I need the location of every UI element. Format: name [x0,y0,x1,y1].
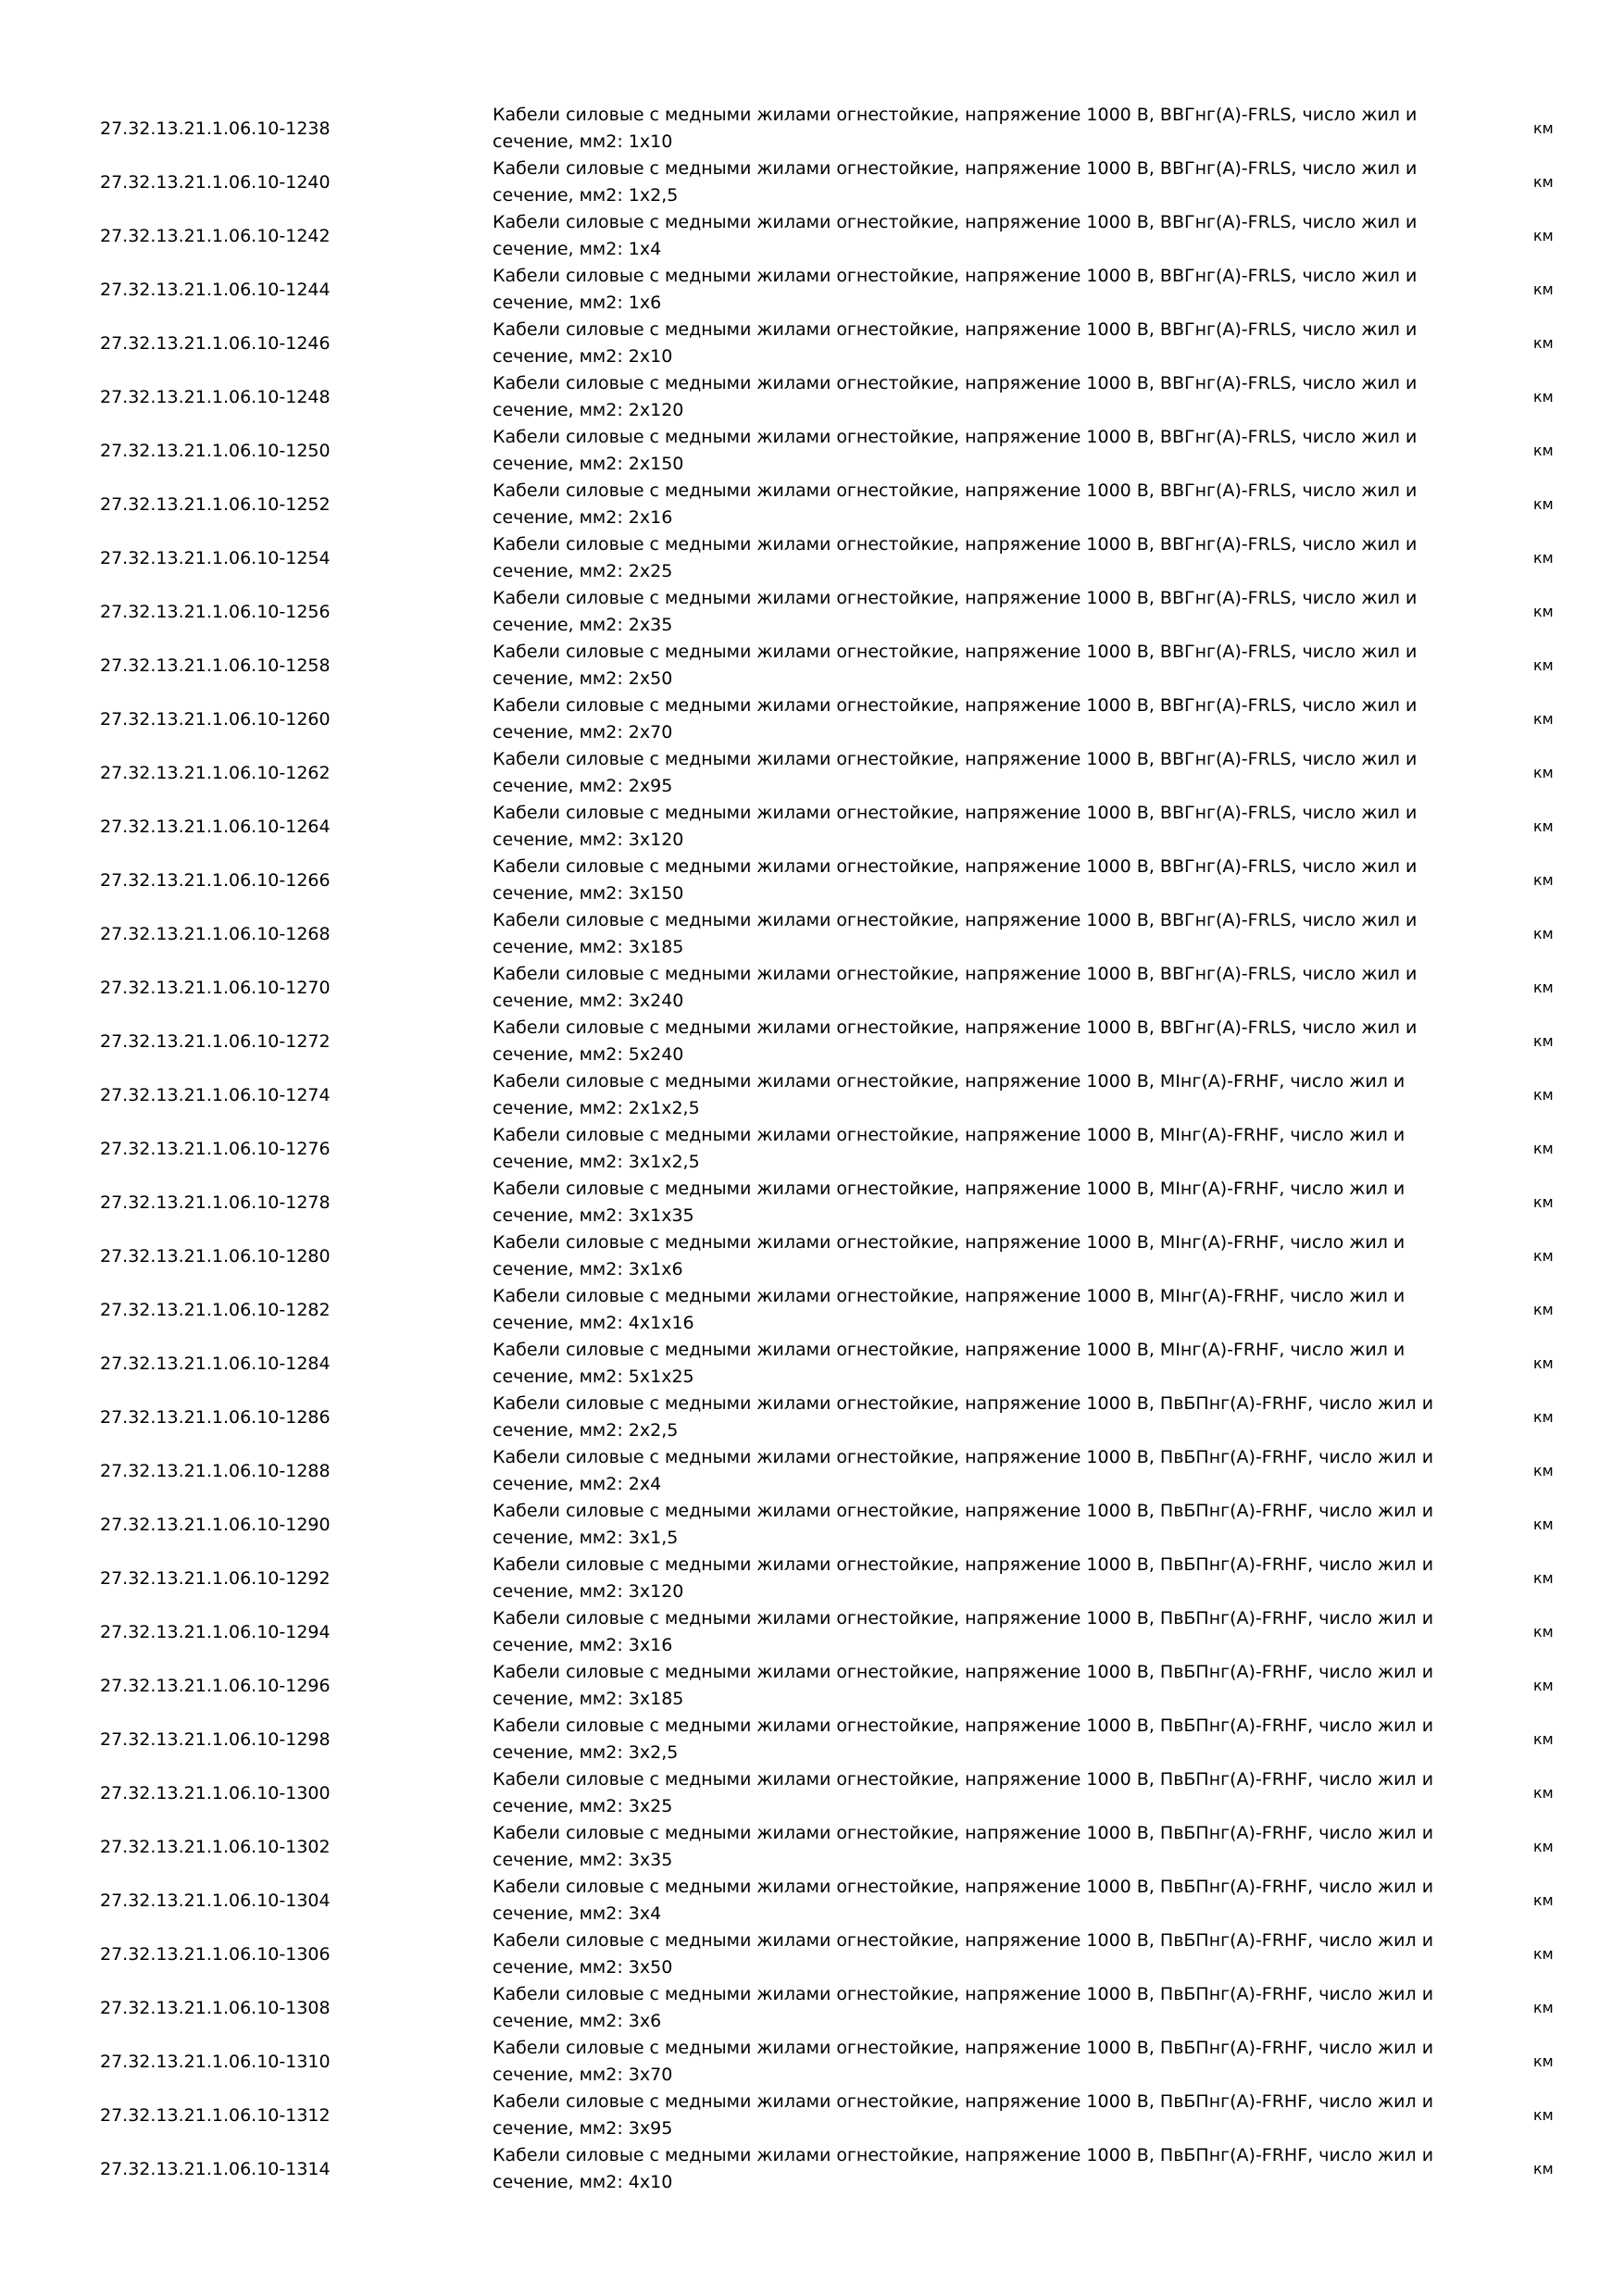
table-row [0,800,1624,854]
resource-description [493,639,1455,693]
measurement-unit: км [1533,764,1554,781]
description-line-2: сечение, мм2: 3x70 [493,2065,673,2085]
resource-description [493,1820,1455,1874]
table-row [0,1874,1624,1928]
table-row [0,1928,1624,1981]
table-row [0,639,1624,693]
resource-description [493,209,1455,263]
description-line-2: сечение, мм2: 3x35 [493,1850,673,1870]
measurement-unit: км [1533,656,1554,674]
description-line-1: Кабели силовые с медными жилами огнестойкие, напряжение 1000 В, МIнг(А)-FRHF, число жил и [493,1286,1405,1306]
table-row [0,1713,1624,1766]
description-line-2: сечение, мм2: 3x50 [493,1957,673,1978]
description-line-2: сечение, мм2: 4x1x16 [493,1313,694,1333]
resource-description [493,531,1455,585]
description-line-1: Кабели силовые с медными жилами огнестойкие, напряжение 1000 В, ПвБПнг(А)-FRHF, число жил и [493,2145,1434,2165]
description-line-2: сечение, мм2: 5x240 [493,1044,684,1065]
measurement-unit: км [1533,227,1554,244]
description-line-1: Кабели силовые с медными жилами огнестойкие, напряжение 1000 В, ПвБПнг(А)-FRHF, число жил и [493,1662,1434,1682]
description-line-1: Кабели силовые с медными жилами огнестойкие, напряжение 1000 В, ВВГнг(А)-FRLS, число жил и [493,373,1418,393]
table-row [0,693,1624,746]
table-row [0,1391,1624,1444]
measurement-unit: км [1533,1032,1554,1050]
description-line-2: сечение, мм2: 2x35 [493,615,673,635]
resource-code: 27.32.13.21.1.06.10-1238 [100,119,331,139]
description-line-1: Кабели силовые с медными жилами огнестойкие, напряжение 1000 В, ПвБПнг(А)-FRHF, число жил и [493,1608,1434,1628]
resource-description [493,1122,1455,1176]
table-row [0,1444,1624,1498]
resource-description [493,156,1455,209]
table-row [0,156,1624,209]
measurement-unit: км [1533,871,1554,889]
measurement-unit: км [1533,388,1554,406]
table-row [0,531,1624,585]
resource-code: 27.32.13.21.1.06.10-1296 [100,1676,331,1696]
resource-code: 27.32.13.21.1.06.10-1310 [100,2052,331,2072]
resource-code: 27.32.13.21.1.06.10-1298 [100,1729,331,1750]
resource-code: 27.32.13.21.1.06.10-1280 [100,1246,331,1267]
resource-description [493,1552,1455,1605]
resource-description [493,1068,1455,1122]
measurement-unit: км [1533,603,1554,620]
resource-code: 27.32.13.21.1.06.10-1244 [100,280,331,300]
resource-description [493,854,1455,907]
description-line-2: сечение, мм2: 1x4 [493,239,662,259]
measurement-unit: км [1533,925,1554,942]
description-line-1: Кабели силовые с медными жилами огнестойкие, напряжение 1000 В, ВВГнг(А)-FRLS, число жил и [493,964,1418,984]
description-line-1: Кабели силовые с медными жилами огнестойкие, напряжение 1000 В, ВВГнг(А)-FRLS, число жил и [493,158,1418,179]
measurement-unit: км [1533,173,1554,191]
price-list-table [0,102,1624,2196]
description-line-1: Кабели силовые с медными жилами огнестойкие, напряжение 1000 В, ПвБПнг(А)-FRHF, число жил и [493,1877,1434,1897]
table-row [0,746,1624,800]
resource-description [493,317,1455,370]
resource-description [493,2089,1455,2142]
measurement-unit: км [1533,2106,1554,2124]
description-line-1: Кабели силовые с медными жилами огнестойкие, напряжение 1000 В, МIнг(А)-FRHF, число жил и [493,1071,1405,1092]
resource-description [493,478,1455,531]
measurement-unit: км [1533,1945,1554,1963]
table-row [0,1068,1624,1122]
description-line-2: сечение, мм2: 3x6 [493,2011,662,2031]
description-line-1: Кабели силовые с медными жилами огнестойкие, напряжение 1000 В, МIнг(А)-FRHF, число жил и [493,1232,1405,1253]
table-row [0,478,1624,531]
description-line-2: сечение, мм2: 3x1x35 [493,1205,694,1226]
description-line-2: сечение, мм2: 3x185 [493,1689,684,1709]
resource-description [493,961,1455,1015]
measurement-unit: км [1533,119,1554,137]
description-line-2: сечение, мм2: 3x1,5 [493,1528,679,1548]
description-line-2: сечение, мм2: 3x1x2,5 [493,1152,700,1172]
resource-description [493,1015,1455,1068]
description-line-2: сечение, мм2: 2x150 [493,454,684,474]
description-line-1: Кабели силовые с медными жилами огнестойкие, напряжение 1000 В, МIнг(А)-FRHF, число жил и [493,1179,1405,1199]
resource-code: 27.32.13.21.1.06.10-1274 [100,1085,331,1105]
resource-description [493,1498,1455,1552]
description-line-2: сечение, мм2: 2x2,5 [493,1420,679,1441]
description-line-1: Кабели силовые с медными жилами огнестойкие, напряжение 1000 В, ВВГнг(А)-FRLS, число жил и [493,480,1418,501]
description-line-2: сечение, мм2: 2x95 [493,776,673,796]
resource-description [493,1928,1455,1981]
resource-code: 27.32.13.21.1.06.10-1258 [100,655,331,676]
resource-code: 27.32.13.21.1.06.10-1246 [100,333,331,354]
resource-code: 27.32.13.21.1.06.10-1306 [100,1944,331,1965]
description-line-2: сечение, мм2: 3x120 [493,1581,684,1602]
measurement-unit: км [1533,979,1554,996]
resource-description [493,800,1455,854]
description-line-1: Кабели силовые с медными жилами огнестойкие, напряжение 1000 В, ВВГнг(А)-FRLS, число жил и [493,1017,1418,1038]
resource-code: 27.32.13.21.1.06.10-1276 [100,1139,331,1159]
resource-description [493,102,1455,156]
description-line-2: сечение, мм2: 3x185 [493,937,684,957]
description-line-2: сечение, мм2: 3x2,5 [493,1742,679,1763]
resource-code: 27.32.13.21.1.06.10-1252 [100,494,331,515]
resource-description [493,693,1455,746]
measurement-unit: км [1533,334,1554,352]
description-line-2: сечение, мм2: 2x25 [493,561,673,581]
resource-description [493,1981,1455,2035]
table-row [0,907,1624,961]
description-line-2: сечение, мм2: 2x50 [493,668,673,689]
table-row [0,961,1624,1015]
description-line-1: Кабели силовые с медными жилами огнестойкие, напряжение 1000 В, ПвБПнг(А)-FRHF, число жил и [493,1716,1434,1736]
description-line-1: Кабели силовые с медными жилами огнестойкие, напряжение 1000 В, ПвБПнг(А)-FRHF, число жил и [493,1769,1434,1790]
resource-code: 27.32.13.21.1.06.10-1282 [100,1300,331,1320]
table-row [0,585,1624,639]
description-line-2: сечение, мм2: 2x1x2,5 [493,1098,700,1118]
measurement-unit: км [1533,1677,1554,1694]
description-line-2: сечение, мм2: 3x150 [493,883,684,904]
measurement-unit: км [1533,1140,1554,1157]
resource-code: 27.32.13.21.1.06.10-1260 [100,709,331,730]
resource-description [493,424,1455,478]
resource-description [493,1176,1455,1229]
table-row [0,1820,1624,1874]
table-row [0,263,1624,317]
description-line-2: сечение, мм2: 3x16 [493,1635,673,1655]
table-row [0,1229,1624,1283]
description-line-1: Кабели силовые с медными жилами огнестойкие, напряжение 1000 В, ВВГнг(А)-FRLS, число жил и [493,588,1418,608]
measurement-unit: км [1533,1623,1554,1641]
description-line-2: сечение, мм2: 3x4 [493,1903,662,1924]
resource-code: 27.32.13.21.1.06.10-1292 [100,1568,331,1589]
measurement-unit: км [1533,1569,1554,1587]
resource-code: 27.32.13.21.1.06.10-1254 [100,548,331,568]
resource-description [493,1337,1455,1391]
table-row [0,1498,1624,1552]
description-line-2: сечение, мм2: 3x120 [493,830,684,850]
measurement-unit: км [1533,817,1554,835]
resource-code: 27.32.13.21.1.06.10-1312 [100,2105,331,2126]
table-row [0,2035,1624,2089]
resource-description [493,746,1455,800]
table-row [0,1283,1624,1337]
measurement-unit: км [1533,1462,1554,1479]
resource-description [493,2142,1455,2196]
resource-code: 27.32.13.21.1.06.10-1284 [100,1354,331,1374]
description-line-1: Кабели силовые с медными жилами огнестойкие, напряжение 1000 В, ПвБПнг(А)-FRHF, число жил и [493,2091,1434,2112]
measurement-unit: км [1533,1408,1554,1426]
resource-description [493,1874,1455,1928]
resource-code: 27.32.13.21.1.06.10-1268 [100,924,331,944]
resource-code: 27.32.13.21.1.06.10-1300 [100,1783,331,1803]
table-row [0,1766,1624,1820]
table-row [0,1981,1624,2035]
table-row [0,1015,1624,1068]
resource-description [493,1605,1455,1659]
measurement-unit: км [1533,710,1554,728]
table-row [0,1552,1624,1605]
description-line-2: сечение, мм2: 2x16 [493,507,673,528]
measurement-unit: км [1533,1301,1554,1318]
measurement-unit: км [1533,281,1554,298]
description-line-1: Кабели силовые с медными жилами огнестойкие, напряжение 1000 В, ВВГнг(А)-FRLS, число жил и [493,427,1418,447]
measurement-unit: км [1533,1086,1554,1104]
description-line-1: Кабели силовые с медными жилами огнестойкие, напряжение 1000 В, ВВГнг(А)-FRLS, число жил и [493,534,1418,555]
resource-description [493,585,1455,639]
table-row [0,370,1624,424]
measurement-unit: км [1533,2053,1554,2070]
resource-description [493,1391,1455,1444]
resource-code: 27.32.13.21.1.06.10-1290 [100,1515,331,1535]
resource-description [493,1229,1455,1283]
resource-code: 27.32.13.21.1.06.10-1248 [100,387,331,407]
description-line-2: сечение, мм2: 3x25 [493,1796,673,1816]
description-line-1: Кабели силовые с медными жилами огнестойкие, напряжение 1000 В, ВВГнг(А)-FRLS, число жил и [493,266,1418,286]
measurement-unit: км [1533,1516,1554,1533]
table-row [0,1659,1624,1713]
resource-description [493,263,1455,317]
description-line-1: Кабели силовые с медными жилами огнестойкие, напряжение 1000 В, ПвБПнг(А)-FRHF, число жил и [493,2038,1434,2058]
resource-code: 27.32.13.21.1.06.10-1262 [100,763,331,783]
resource-description [493,1766,1455,1820]
resource-code: 27.32.13.21.1.06.10-1302 [100,1837,331,1857]
description-line-2: сечение, мм2: 5x1x25 [493,1366,694,1387]
measurement-unit: км [1533,1354,1554,1372]
description-line-1: Кабели силовые с медными жилами огнестойкие, напряжение 1000 В, ВВГнг(А)-FRLS, число жил и [493,856,1418,877]
resource-description [493,907,1455,961]
table-row [0,424,1624,478]
table-row [0,854,1624,907]
resource-code: 27.32.13.21.1.06.10-1250 [100,441,331,461]
measurement-unit: км [1533,442,1554,459]
description-line-1: Кабели силовые с медными жилами огнестойкие, напряжение 1000 В, ПвБПнг(А)-FRHF, число жил и [493,1501,1434,1521]
measurement-unit: км [1533,549,1554,567]
description-line-2: сечение, мм2: 1x2,5 [493,185,679,206]
description-line-2: сечение, мм2: 3x1x6 [493,1259,683,1279]
resource-code: 27.32.13.21.1.06.10-1308 [100,1998,331,2018]
resource-description [493,370,1455,424]
description-line-1: Кабели силовые с медными жилами огнестойкие, напряжение 1000 В, ВВГнг(А)-FRLS, число жил и [493,642,1418,662]
table-row [0,317,1624,370]
resource-code: 27.32.13.21.1.06.10-1278 [100,1192,331,1213]
measurement-unit: км [1533,1193,1554,1211]
description-line-1: Кабели силовые с медными жилами огнестойкие, напряжение 1000 В, ВВГнг(А)-FRLS, число жил и [493,105,1418,125]
measurement-unit: км [1533,1999,1554,2016]
resource-code: 27.32.13.21.1.06.10-1270 [100,978,331,998]
description-line-1: Кабели силовые с медными жилами огнестойкие, напряжение 1000 В, ПвБПнг(А)-FRHF, число жил и [493,1984,1434,2004]
resource-description [493,1444,1455,1498]
resource-code: 27.32.13.21.1.06.10-1286 [100,1407,331,1428]
measurement-unit: км [1533,1891,1554,1909]
table-row [0,1122,1624,1176]
table-row [0,1176,1624,1229]
description-line-1: Кабели силовые с медными жилами огнестойкие, напряжение 1000 В, ВВГнг(А)-FRLS, число жил и [493,695,1418,716]
measurement-unit: км [1533,2160,1554,2177]
description-line-2: сечение, мм2: 2x10 [493,346,673,367]
description-line-1: Кабели силовые с медными жилами огнестойкие, напряжение 1000 В, ВВГнг(А)-FRLS, число жил и [493,910,1418,930]
description-line-2: сечение, мм2: 3x240 [493,991,684,1011]
description-line-1: Кабели силовые с медными жилами огнестойкие, напряжение 1000 В, ВВГнг(А)-FRLS, число жил и [493,319,1418,340]
description-line-2: сечение, мм2: 1x10 [493,131,673,152]
resource-code: 27.32.13.21.1.06.10-1256 [100,602,331,622]
resource-code: 27.32.13.21.1.06.10-1264 [100,817,331,837]
resource-code: 27.32.13.21.1.06.10-1266 [100,870,331,891]
description-line-1: Кабели силовые с медными жилами огнестойкие, напряжение 1000 В, ПвБПнг(А)-FRHF, число жил и [493,1554,1434,1575]
description-line-1: Кабели силовые с медными жилами огнестойкие, напряжение 1000 В, ПвБПнг(А)-FRHF, число жил и [493,1930,1434,1951]
measurement-unit: км [1533,1730,1554,1748]
description-line-1: Кабели силовые с медными жилами огнестойкие, напряжение 1000 В, ПвБПнг(А)-FRHF, число жил и [493,1393,1434,1414]
resource-description [493,2035,1455,2089]
description-line-2: сечение, мм2: 4x10 [493,2172,673,2192]
description-line-1: Кабели силовые с медными жилами огнестойкие, напряжение 1000 В, МIнг(А)-FRHF, число жил и [493,1125,1405,1145]
measurement-unit: км [1533,1784,1554,1802]
description-line-1: Кабели силовые с медными жилами огнестойкие, напряжение 1000 В, МIнг(А)-FRHF, число жил и [493,1340,1405,1360]
resource-code: 27.32.13.21.1.06.10-1294 [100,1622,331,1642]
table-row [0,1337,1624,1391]
table-row [0,2142,1624,2196]
description-line-2: сечение, мм2: 1x6 [493,293,662,313]
table-row [0,2089,1624,2142]
description-line-1: Кабели силовые с медными жилами огнестойкие, напряжение 1000 В, ПвБПнг(А)-FRHF, число жил и [493,1823,1434,1843]
description-line-2: сечение, мм2: 3x95 [493,2118,673,2139]
resource-code: 27.32.13.21.1.06.10-1242 [100,226,331,246]
resource-description [493,1283,1455,1337]
description-line-2: сечение, мм2: 2x4 [493,1474,662,1494]
resource-description [493,1659,1455,1713]
description-line-1: Кабели силовые с медными жилами огнестойкие, напряжение 1000 В, ВВГнг(А)-FRLS, число жил и [493,749,1418,769]
description-line-2: сечение, мм2: 2x120 [493,400,684,420]
description-line-2: сечение, мм2: 2x70 [493,722,673,742]
resource-code: 27.32.13.21.1.06.10-1304 [100,1890,331,1911]
measurement-unit: км [1533,1838,1554,1855]
resource-code: 27.32.13.21.1.06.10-1288 [100,1461,331,1481]
resource-description [493,1713,1455,1766]
description-line-1: Кабели силовые с медными жилами огнестойкие, напряжение 1000 В, ПвБПнг(А)-FRHF, число жил и [493,1447,1434,1467]
resource-code: 27.32.13.21.1.06.10-1240 [100,172,331,193]
table-row [0,102,1624,156]
table-row [0,1605,1624,1659]
table-row [0,209,1624,263]
description-line-1: Кабели силовые с медными жилами огнестойкие, напряжение 1000 В, ВВГнг(А)-FRLS, число жил и [493,212,1418,232]
measurement-unit: км [1533,495,1554,513]
resource-code: 27.32.13.21.1.06.10-1272 [100,1031,331,1052]
measurement-unit: км [1533,1247,1554,1265]
resource-code: 27.32.13.21.1.06.10-1314 [100,2159,331,2179]
document-page [0,102,1624,2196]
description-line-1: Кабели силовые с медными жилами огнестойкие, напряжение 1000 В, ВВГнг(А)-FRLS, число жил и [493,803,1418,823]
